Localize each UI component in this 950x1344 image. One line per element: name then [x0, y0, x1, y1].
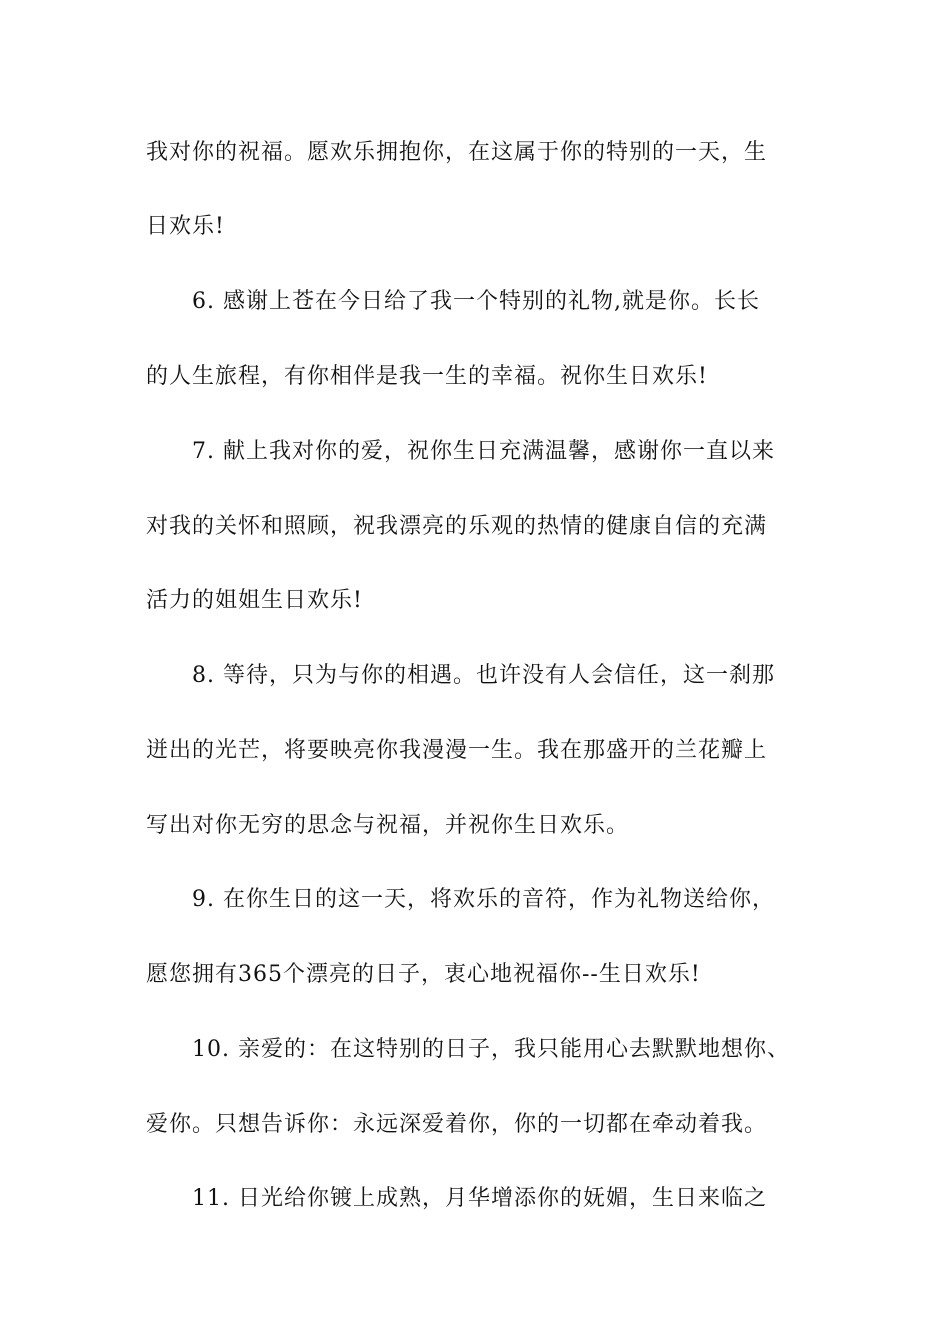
item-7-line-3: 活力的姐姐生日欢乐!	[146, 588, 363, 613]
item-7-line-2: 对我的关怀和照顾，祝我漂亮的乐观的热情的健康自信的充满	[146, 514, 768, 539]
item-8-line-3: 写出对你无穷的思念与祝福，并祝你生日欢乐。	[146, 813, 630, 838]
item-9-line-1: 9. 在你生日的这一天，将欢乐的音符，作为礼物送给你，	[192, 887, 775, 912]
item-6-line-1: 6. 感谢上苍在今日给了我一个特别的礼物,就是你。长长	[192, 289, 760, 314]
item-8-line-2: 迸出的光芒，将要映亮你我漫漫一生。我在那盛开的兰花瓣上	[146, 738, 768, 763]
item-10-line-2: 爱你。只想告诉你：永远深爱着你，你的一切都在牵动着我。	[146, 1112, 768, 1137]
item-9-line-2: 愿您拥有365个漂亮的日子，衷心地祝福你--生日欢乐!	[146, 962, 701, 987]
text-line-2: 日欢乐!	[146, 214, 225, 239]
text-line-1: 我对你的祝福。愿欢乐拥抱你，在这属于你的特别的一天，生	[146, 140, 768, 165]
item-10-line-1: 10. 亲爱的：在这特别的日子，我只能用心去默默地想你、	[192, 1037, 790, 1062]
item-11-line-1: 11. 日光给你镀上成熟，月华增添你的妩媚，生日来临之	[192, 1186, 767, 1211]
item-6-line-2: 的人生旅程，有你相伴是我一生的幸福。祝你生日欢乐!	[146, 364, 708, 389]
item-8-line-1: 8. 等待，只为与你的相遇。也许没有人会信任，这一刹那	[192, 663, 775, 688]
item-7-line-1: 7. 献上我对你的爱，祝你生日充满温馨，感谢你一直以来	[192, 439, 775, 464]
